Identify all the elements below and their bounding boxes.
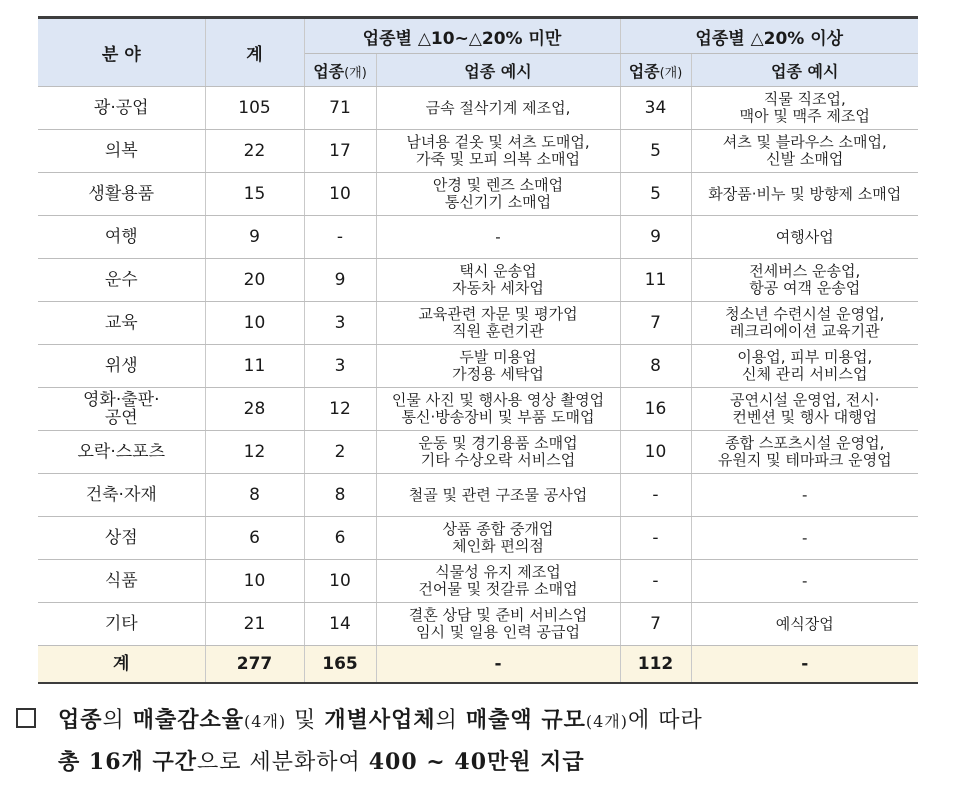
- cell-field: 건축·자재: [38, 474, 205, 517]
- header-field: 분 야: [38, 18, 205, 87]
- cell-g2-count: -: [620, 517, 691, 560]
- cell-total: 22: [205, 130, 304, 173]
- note-sales-decline: 매출감소율: [132, 707, 245, 733]
- count-label: 업종: [628, 61, 660, 81]
- cell-g2-count: 5: [620, 173, 691, 216]
- cell-g2-example: -: [691, 517, 918, 560]
- table-row: [38, 259, 918, 302]
- cell-g1-example: [376, 130, 620, 173]
- cell-g2-example-line1: 직물 직조업,: [763, 90, 846, 108]
- cell-g2-example-line2: 신체 관리 서비스업: [742, 365, 868, 383]
- note-payment: 400 ~ 40만원 지급: [368, 749, 585, 775]
- note-industry: 업종: [58, 707, 103, 733]
- cell-total: 10: [205, 302, 304, 345]
- header-group2: 업종별 △20% 이상: [620, 18, 918, 54]
- cell-field: 여행: [38, 216, 205, 259]
- cell-g1-example: [376, 259, 620, 302]
- cell-g1-count: 17: [304, 130, 376, 173]
- cell-g1-count: 71: [304, 87, 376, 130]
- cell-g2-count: 7: [620, 603, 691, 646]
- cell-field: 광·공업: [38, 87, 205, 130]
- table-row: [38, 173, 918, 216]
- cell-g1-example-line2: 기타 수상오락 서비스업: [420, 451, 576, 469]
- cell-g1-example: [376, 603, 620, 646]
- cell-g1-example-line2: 체인화 편의점: [452, 537, 544, 555]
- cell-g1-example-line2: 자동차 세차업: [452, 279, 544, 297]
- header-group1: 업종별 △10~△20% 미만: [304, 18, 620, 54]
- cell-g2-count: 11: [620, 259, 691, 302]
- note-sales-scale: 매출액 규모: [465, 707, 586, 733]
- cell-g2-example: -: [691, 474, 918, 517]
- cell-total: 21: [205, 603, 304, 646]
- cell-field: 생활용품: [38, 173, 205, 216]
- cell-g1-example: -: [376, 216, 620, 259]
- cell-total: 9: [205, 216, 304, 259]
- cell-g2-count: 9: [620, 216, 691, 259]
- cell-total: 15: [205, 173, 304, 216]
- cell-g1-example-line2: 통신·방송장비 및 부품 도매업: [401, 408, 595, 426]
- cell-g1-example-line1: 식물성 유지 제조업: [435, 563, 561, 581]
- count-unit: (개): [344, 65, 367, 81]
- count-unit: (개): [659, 65, 683, 81]
- cell-g2-example: [691, 345, 918, 388]
- total-g2-example: -: [691, 646, 918, 684]
- cell-g2-example-line2: 항공 여객 운송업: [749, 279, 861, 297]
- cell-g1-count: 3: [304, 302, 376, 345]
- cell-field: 의복: [38, 130, 205, 173]
- cell-g2-count: 8: [620, 345, 691, 388]
- total-g1-count: 165: [304, 646, 376, 684]
- note-part: 의: [435, 708, 466, 733]
- table-row: [38, 388, 918, 431]
- cell-total: 20: [205, 259, 304, 302]
- cell-g1-count: -: [304, 216, 376, 259]
- cell-g2-example: [691, 431, 918, 474]
- note-part: 에 따라: [627, 708, 703, 733]
- cell-g2-example-line1: 공연시설 운영업, 전시·: [730, 391, 880, 409]
- cell-g2-example: [691, 87, 918, 130]
- cell-field: 식품: [38, 560, 205, 603]
- cell-g1-example: [376, 517, 620, 560]
- cell-field: 기타: [38, 603, 205, 646]
- total-row: [38, 646, 918, 684]
- cell-total: 28: [205, 388, 304, 431]
- cell-g2-example-line1: 청소년 수련시설 운영업,: [725, 305, 885, 323]
- cell-g2-example: -: [691, 560, 918, 603]
- note-sections: 총 16개 구간: [58, 749, 197, 775]
- cell-g1-example-line1: 교육관련 자문 및 평가업: [418, 305, 578, 323]
- cell-total: 8: [205, 474, 304, 517]
- header-g2-example: 업종 예시: [691, 54, 918, 87]
- cell-total: 10: [205, 560, 304, 603]
- cell-g1-example-line1: 운동 및 경기용품 소매업: [418, 434, 578, 452]
- cell-g1-example-line1: 인물 사진 및 행사용 영상 촬영업: [391, 391, 605, 409]
- cell-g1-example-line2: 건어물 및 젓갈류 소매업: [418, 580, 578, 598]
- cell-g2-count: -: [620, 560, 691, 603]
- cell-g1-count: 10: [304, 173, 376, 216]
- table-row: [38, 560, 918, 603]
- cell-g1-count: 6: [304, 517, 376, 560]
- note-part: 의: [102, 708, 133, 733]
- table-row: [38, 431, 918, 474]
- cell-g1-example-line2: 가죽 및 모피 의복 소매업: [416, 150, 580, 168]
- total-field: 계: [38, 646, 205, 684]
- cell-g2-count: 5: [620, 130, 691, 173]
- cell-g1-count: 9: [304, 259, 376, 302]
- cell-g1-example: 철골 및 관련 구조물 공사업: [376, 474, 620, 517]
- industry-table-container: [38, 16, 918, 684]
- cell-g2-example-line2: 신발 소매업: [766, 150, 844, 168]
- cell-g2-example-line1: 이용업, 피부 미용업,: [737, 348, 873, 366]
- note-count: (4개): [244, 712, 287, 731]
- table-row: [38, 87, 918, 130]
- cell-field: 위생: [38, 345, 205, 388]
- note-text: [58, 700, 703, 783]
- cell-g1-example: [376, 173, 620, 216]
- table-row: [38, 603, 918, 646]
- cell-total: 11: [205, 345, 304, 388]
- cell-g1-count: 8: [304, 474, 376, 517]
- note-part: 으로 세분화하여: [196, 750, 369, 775]
- cell-g2-count: 16: [620, 388, 691, 431]
- header-g1-count: [304, 54, 376, 87]
- cell-g2-example-line2: 레크리에이션 교육기관: [729, 322, 880, 340]
- table-row: [38, 517, 918, 560]
- cell-g1-example: [376, 302, 620, 345]
- cell-g2-count: 10: [620, 431, 691, 474]
- total-g1-example: -: [376, 646, 620, 684]
- checkbox-icon: [16, 708, 36, 728]
- cell-field-line1: 영화·출판·: [83, 390, 160, 410]
- cell-g2-example-line2: 맥아 및 맥주 제조업: [739, 107, 870, 125]
- cell-total: 12: [205, 431, 304, 474]
- cell-g2-example-line2: 컨벤션 및 행사 대행업: [732, 408, 878, 426]
- cell-g2-example: 예식장업: [691, 603, 918, 646]
- note-part: 및: [286, 708, 325, 733]
- cell-g2-count: 7: [620, 302, 691, 345]
- cell-g1-example-line2: 직원 훈련기관: [452, 322, 544, 340]
- header-g1-example: 업종 예시: [376, 54, 620, 87]
- table-row: [38, 302, 918, 345]
- cell-g2-example: [691, 259, 918, 302]
- header-g2-count: [620, 54, 691, 87]
- cell-total: 6: [205, 517, 304, 560]
- cell-g1-example: [376, 345, 620, 388]
- cell-g1-count: 14: [304, 603, 376, 646]
- cell-g1-count: 10: [304, 560, 376, 603]
- cell-g1-example: 금속 절삭기계 제조업,: [376, 87, 620, 130]
- cell-field: 교육: [38, 302, 205, 345]
- cell-g1-example-line1: 상품 종합 중개업: [442, 520, 554, 538]
- cell-g2-example: 화장품·비누 및 방향제 소매업: [691, 173, 918, 216]
- cell-g2-example: 여행사업: [691, 216, 918, 259]
- cell-g1-example-line1: 안경 및 렌즈 소매업: [432, 176, 564, 194]
- table-row: [38, 216, 918, 259]
- cell-g2-example-line1: 셔츠 및 블라우스 소매업,: [722, 133, 887, 151]
- total-total: 277: [205, 646, 304, 684]
- cell-g1-example: [376, 388, 620, 431]
- cell-field-line2: 공연: [104, 408, 138, 428]
- cell-g1-example-line2: 통신기기 소매업: [444, 193, 552, 211]
- policy-note: [12, 700, 942, 783]
- cell-g2-example-line1: 종합 스포츠시설 운영업,: [725, 434, 885, 452]
- cell-g1-example-line2: 가정용 세탁업: [452, 365, 544, 383]
- total-g2-count: 112: [620, 646, 691, 684]
- cell-g1-example-line2: 임시 및 일용 인력 공급업: [416, 623, 580, 641]
- cell-g2-example: [691, 388, 918, 431]
- cell-g1-count: 2: [304, 431, 376, 474]
- cell-g2-example: [691, 130, 918, 173]
- cell-field: 운수: [38, 259, 205, 302]
- cell-g1-example-line1: 남녀용 겉옷 및 셔츠 도매업,: [406, 133, 590, 151]
- cell-g2-count: 34: [620, 87, 691, 130]
- count-label: 업종: [313, 61, 345, 81]
- cell-field: 상점: [38, 517, 205, 560]
- table-row: [38, 345, 918, 388]
- industry-table: [38, 16, 918, 684]
- cell-g2-example-line1: 전세버스 운송업,: [749, 262, 861, 280]
- header-total: 계: [205, 18, 304, 87]
- cell-g2-example-line2: 유원지 및 테마파크 운영업: [717, 451, 892, 469]
- cell-field: [38, 388, 205, 431]
- cell-g1-example: [376, 431, 620, 474]
- note-count: (4개): [585, 712, 628, 731]
- cell-field: 오락·스포츠: [38, 431, 205, 474]
- cell-g1-count: 12: [304, 388, 376, 431]
- note-business: 개별사업체: [324, 707, 436, 733]
- cell-g1-example-line1: 두발 미용업: [459, 348, 537, 366]
- cell-g2-example: [691, 302, 918, 345]
- cell-g1-example-line1: 택시 운송업: [459, 262, 537, 280]
- cell-g1-example: [376, 560, 620, 603]
- table-row: [38, 474, 918, 517]
- table-row: [38, 130, 918, 173]
- cell-g2-count: -: [620, 474, 691, 517]
- cell-g1-count: 3: [304, 345, 376, 388]
- cell-g1-example-line1: 결혼 상담 및 준비 서비스업: [408, 606, 588, 624]
- cell-total: 105: [205, 87, 304, 130]
